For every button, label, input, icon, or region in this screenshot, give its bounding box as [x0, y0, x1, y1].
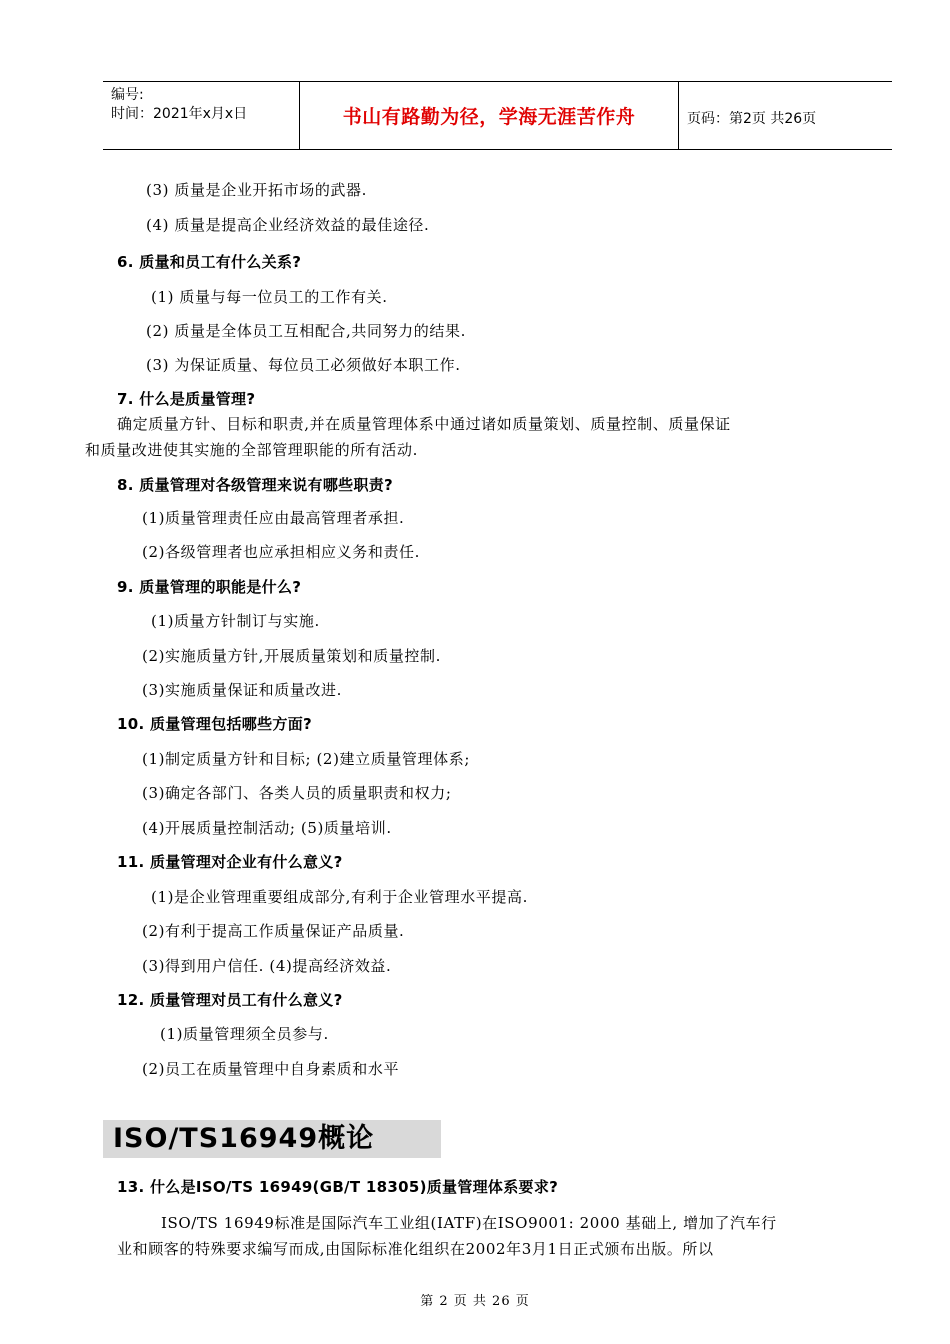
paragraph-line: ISO/TS 16949标准是国际汽车工业组(IATF)在ISO9001: 2000 基础上, 增加了汽车行 — [161, 1214, 777, 1232]
list-item: (3) 为保证质量、每位员工必须做好本职工作. — [146, 356, 461, 374]
list-item: (2) 质量是全体员工互相配合,共同努力的结果. — [146, 322, 466, 340]
question-13: 13. 什么是ISO/TS 16949(GB/T 18305)质量管理体系要求? — [117, 1178, 559, 1196]
header-motto: 书山有路勤为径，学海无涯苦作舟 — [299, 82, 679, 149]
list-item: (3)确定各部门、各类人员的质量职责和权力; — [142, 784, 452, 802]
question-heading: 12. 质量管理对员工有什么意义? — [117, 991, 343, 1009]
section-heading: ISO/TS16949概论 — [103, 1120, 441, 1158]
header-left — [111, 86, 247, 124]
document-time: 时间：2021年x月x日 — [111, 106, 248, 122]
paragraph-line: 确定质量方针、目标和职责,并在质量管理体系中通过诸如质量策划、质量控制、质量保证 — [117, 415, 731, 433]
list-item: (2)各级管理者也应承担相应义务和责任. — [142, 543, 421, 561]
list-item: (1)质量管理责任应由最高管理者承担. — [142, 509, 405, 527]
list-item: (2)实施质量方针,开展质量策划和质量控制. — [142, 647, 441, 665]
header-page-info: 页码：第2页 共26页 — [687, 111, 817, 127]
list-item: (1)是企业管理重要组成部分,有利于企业管理水平提高. — [151, 888, 528, 906]
paragraph-line: 业和顾客的特殊要求编写而成,由国际标准化组织在2002年3月1日正式颁布出版。所以 — [117, 1240, 714, 1258]
question-heading: 8. 质量管理对各级管理来说有哪些职责? — [117, 476, 394, 494]
list-item: (1) 质量与每一位员工的工作有关. — [151, 288, 388, 306]
list-item: (1)质量管理须全员参与. — [160, 1025, 329, 1043]
list-item: (3)实施质量保证和质量改进. — [142, 681, 343, 699]
question-heading: 11. 质量管理对企业有什么意义? — [117, 853, 343, 871]
question-heading: 6. 质量和员工有什么关系? — [117, 253, 302, 271]
question-heading: 7. 什么是质量管理? — [117, 390, 256, 408]
list-item: (2)有利于提高工作质量保证产品质量. — [142, 922, 405, 940]
document-number-label: 编号: — [111, 87, 144, 103]
list-item: (4) 质量是提高企业经济效益的最佳途径. — [146, 216, 430, 234]
list-item: (1)质量方针制订与实施. — [151, 612, 320, 630]
page-header — [103, 81, 892, 150]
list-item: (1)制定质量方针和目标; (2)建立质量管理体系; — [142, 750, 470, 768]
list-item: (3)得到用户信任. (4)提高经济效益. — [142, 957, 392, 975]
list-item: (3) 质量是企业开拓市场的武器. — [146, 181, 367, 199]
question-heading: 10. 质量管理包括哪些方面? — [117, 715, 312, 733]
list-item: (2)员工在质量管理中自身素质和水平 — [142, 1060, 400, 1078]
page-footer: 第 2 页 共 26 页 — [420, 1294, 530, 1309]
paragraph-line: 和质量改进使其实施的全部管理职能的所有活动. — [85, 441, 418, 459]
question-heading: 9. 质量管理的职能是什么? — [117, 578, 302, 596]
list-item: (4)开展质量控制活动; (5)质量培训. — [142, 819, 392, 837]
